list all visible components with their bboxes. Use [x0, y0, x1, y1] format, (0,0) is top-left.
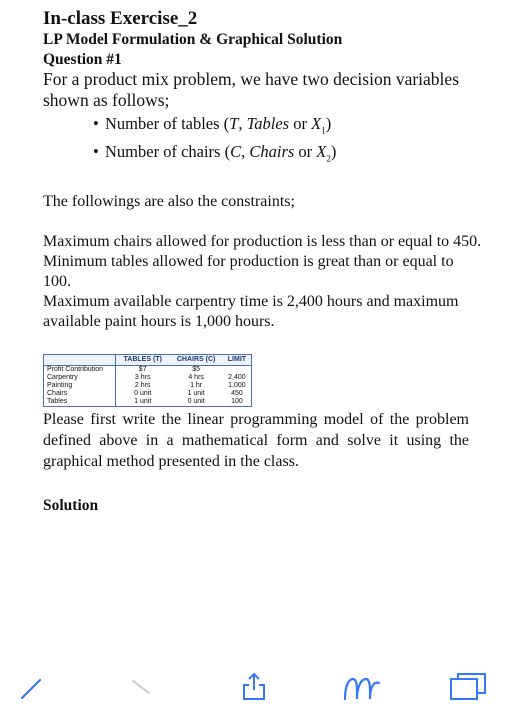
column-header: CHAIRS (C) [169, 354, 222, 365]
cursive-m-icon[interactable] [343, 677, 383, 705]
table-cell: 0 unit [187, 397, 205, 405]
table-row [44, 374, 252, 382]
table-cell: Carpentry [44, 374, 116, 382]
document-subtitle: LP Model Formulation & Graphical Solution [43, 31, 343, 48]
document-body [43, 8, 483, 515]
table-cell: 100 [231, 397, 243, 405]
table-cell: $5 [192, 365, 201, 373]
table-cell: 2 hrs [134, 381, 151, 389]
column-header: TABLES (T) [116, 354, 170, 365]
table-row [44, 398, 252, 407]
table-cell: 1 unit [134, 397, 152, 405]
list-item: • Number of chairs (C, Chairs or $X_2$) [93, 141, 483, 169]
pen-icon[interactable] [20, 677, 42, 705]
share-icon[interactable] [240, 673, 268, 705]
question-heading: Question #1 [43, 51, 122, 68]
table-row [44, 365, 252, 374]
table-row [44, 382, 252, 390]
chevron-right-icon[interactable] [130, 679, 152, 706]
table-cell: 1 unit [187, 389, 205, 397]
constraint-chairs: Maximum chairs allowed for production is less than or equal to 450. [43, 232, 482, 250]
bottom-toolbar [0, 655, 507, 700]
table-cell: 0 unit [134, 389, 152, 397]
table-header-row [44, 354, 252, 365]
table-cell: 3 hrs [134, 373, 151, 381]
table-cell: 1,000 [228, 381, 246, 389]
table-cell: $7 [138, 365, 147, 373]
table-cell: 2,400 [228, 373, 246, 381]
table-cell: 450 [231, 389, 243, 397]
column-header: LIMIT [223, 354, 252, 365]
variables-list [43, 113, 483, 170]
table-cell: 1 hr [190, 381, 203, 389]
table-row [44, 390, 252, 398]
solution-heading: Solution [43, 496, 99, 514]
data-table [43, 354, 252, 407]
table-cell: Painting [44, 382, 116, 390]
constraints-intro: The followings are also the constraints; [43, 192, 295, 210]
window-icon[interactable] [450, 673, 486, 705]
constraint-hours: Maximum available carpentry time is 2,400 hours and maximum available paint hours is 1,000 hours. [43, 292, 459, 330]
data-table-image [43, 354, 252, 407]
table-cell: Chairs [44, 390, 116, 398]
constraint-tables: Minimum tables allowed for production is great than or equal to 100. [43, 252, 454, 290]
table-cell: Tables [44, 398, 116, 407]
intro-paragraph: For a product mix problem, we have two decision variables shown as follows; [43, 69, 460, 110]
column-header [44, 354, 116, 365]
document-title: In-class Exercise_2 [43, 8, 198, 29]
list-item: • Number of tables (T, Tables or $X_1$) [93, 113, 483, 141]
table-cell: Profit Contribution [44, 365, 116, 374]
table-cell: 4 hrs [188, 373, 204, 381]
table-cell [223, 365, 252, 374]
instruction-paragraph: Please first write the linear programming model of the problem defined above in a mathematical form and solve it using the graphical method presented in the class. [43, 410, 469, 470]
